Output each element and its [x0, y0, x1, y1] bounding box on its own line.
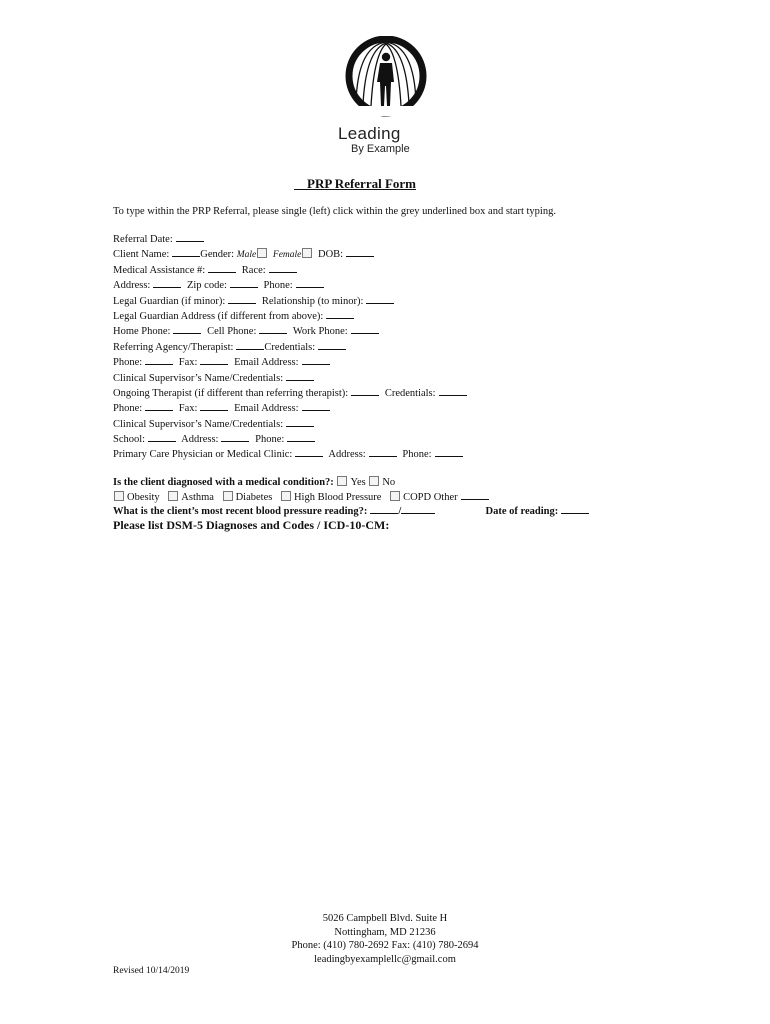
footer-address-line2: Nottingham, MD 21236: [334, 926, 436, 938]
therapist-credentials-label: Credentials:: [384, 387, 436, 399]
home-phone-label: Home Phone:: [113, 326, 171, 338]
male-checkbox[interactable]: [257, 248, 267, 258]
agency-phone-label: Phone:: [113, 357, 143, 369]
medical-question-label: Is the client diagnosed with a medical condition?:: [113, 477, 334, 488]
phone-field[interactable]: [296, 278, 324, 288]
work-phone-label: Work Phone:: [292, 326, 348, 338]
agency-phone-field[interactable]: [145, 355, 173, 365]
person-in-dome-icon: [338, 36, 434, 126]
agency-email-field[interactable]: [302, 355, 330, 365]
client-name-field[interactable]: [172, 247, 200, 257]
school-address-field[interactable]: [221, 432, 249, 442]
row-referring-agency: [113, 340, 713, 355]
male-label: Male: [236, 250, 257, 261]
gender-label: Gender:: [200, 249, 235, 261]
diabetes-checkbox[interactable]: [223, 491, 233, 501]
footer: [0, 912, 770, 966]
primary-care-phone-field[interactable]: [435, 447, 463, 457]
medical-assistance-field[interactable]: [208, 263, 236, 273]
agency-fax-label: Fax:: [178, 357, 198, 369]
zip-label: Zip code:: [186, 280, 227, 292]
dob-field[interactable]: [346, 247, 374, 257]
logo-tagline: By Example: [351, 143, 410, 155]
hbp-checkbox[interactable]: [281, 491, 291, 501]
row-agency-contact: [113, 355, 713, 370]
asthma-checkbox[interactable]: [168, 491, 178, 501]
primary-care-address-label: Address:: [328, 449, 366, 461]
logo-wordmark: Leading: [338, 124, 401, 143]
row-medical-question: [113, 476, 713, 490]
yes-checkbox[interactable]: [337, 476, 347, 486]
row-legal-guardian: [113, 294, 713, 309]
copd-other-field[interactable]: [461, 490, 489, 500]
copd-label: COPD Other: [403, 492, 458, 503]
clinical-supervisor-label: Clinical Supervisor’s Name/Credentials:: [113, 372, 284, 384]
bp-diastolic-field[interactable]: [401, 504, 435, 514]
primary-care-field[interactable]: [295, 447, 323, 457]
hbp-label: High Blood Pressure: [293, 492, 382, 503]
revised-date: Revised 10/14/2019: [113, 966, 190, 976]
referring-agency-field[interactable]: [236, 340, 264, 350]
school-address-label: Address:: [181, 434, 219, 446]
therapist-phone-field[interactable]: [145, 401, 173, 411]
row-school: [113, 432, 713, 447]
work-phone-field[interactable]: [351, 324, 379, 334]
referring-agency-label: Referring Agency/Therapist:: [113, 341, 234, 353]
obesity-checkbox[interactable]: [114, 491, 124, 501]
row-referral-date: [113, 232, 713, 247]
dsm-diagnoses-heading: Please list DSM-5 Diagnoses and Codes / ICD-10-CM:: [113, 518, 390, 532]
form-title: PRP Referral Form: [294, 176, 417, 191]
referral-date-label: Referral Date:: [113, 234, 173, 245]
female-checkbox[interactable]: [302, 248, 312, 258]
row-ongoing-therapist: [113, 386, 713, 401]
medical-section: [113, 476, 713, 518]
school-label: School:: [113, 434, 146, 446]
guardian-address-field[interactable]: [326, 309, 354, 319]
row-guardian-address: [113, 309, 713, 324]
legal-guardian-field[interactable]: [228, 294, 256, 304]
home-phone-field[interactable]: [173, 324, 201, 334]
obesity-label: Obesity: [127, 492, 160, 503]
primary-care-label: Primary Care Physician or Medical Clinic:: [113, 449, 293, 461]
therapist-fax-field[interactable]: [200, 401, 228, 411]
address-label: Address:: [113, 280, 151, 292]
race-label: Race:: [241, 264, 266, 276]
ongoing-therapist-label: Ongoing Therapist (if different than referring therapist):: [113, 387, 349, 399]
footer-email: leadingbyexamplellc@gmail.com: [314, 953, 456, 965]
agency-email-label: Email Address:: [234, 357, 299, 369]
row-phones: [113, 324, 713, 339]
therapist-email-label: Email Address:: [234, 403, 299, 415]
row-conditions: [113, 490, 713, 504]
row-medical-assistance: [113, 263, 713, 278]
no-label: No: [382, 477, 396, 488]
cell-phone-field[interactable]: [259, 324, 287, 334]
copd-checkbox[interactable]: [390, 491, 400, 501]
clinical-supervisor-2-field[interactable]: [286, 417, 314, 427]
school-field[interactable]: [148, 432, 176, 442]
agency-fax-field[interactable]: [200, 355, 228, 365]
no-checkbox[interactable]: [369, 476, 379, 486]
row-address: [113, 278, 713, 293]
row-therapist-contact: [113, 401, 713, 416]
female-label: Female: [272, 250, 302, 261]
footer-address-line1: 5026 Campbell Blvd. Suite H: [322, 913, 448, 924]
row-clinical-supervisor: [113, 371, 713, 386]
therapist-email-field[interactable]: [302, 401, 330, 411]
cell-phone-label: Cell Phone:: [207, 326, 257, 338]
race-field[interactable]: [269, 263, 297, 273]
yes-label: Yes: [350, 477, 366, 488]
referral-date-field[interactable]: [176, 232, 204, 242]
diabetes-label: Diabetes: [235, 492, 273, 503]
therapist-fax-label: Fax:: [178, 403, 198, 415]
zip-field[interactable]: [230, 278, 258, 288]
referral-fields: [113, 232, 713, 463]
legal-guardian-label: Legal Guardian (if minor):: [113, 295, 226, 307]
therapist-phone-label: Phone:: [113, 403, 143, 415]
bp-systolic-field[interactable]: [370, 504, 398, 514]
date-reading-label: Date of reading:: [485, 506, 559, 517]
relationship-label: Relationship (to minor):: [261, 295, 364, 307]
row-blood-pressure: [113, 504, 713, 518]
form-instructions: To type within the PRP Referral, please single (left) click within the grey underlined box and start typing.: [113, 206, 556, 217]
bp-question-label: What is the client’s most recent blood pressure reading?:: [113, 506, 368, 517]
clinical-supervisor-2-label: Clinical Supervisor’s Name/Credentials:: [113, 418, 284, 430]
address-field[interactable]: [153, 278, 181, 288]
client-name-label: Client Name:: [113, 249, 170, 261]
phone-label: Phone:: [263, 280, 293, 292]
credentials-label: Credentials:: [264, 341, 316, 353]
ongoing-therapist-field[interactable]: [351, 386, 379, 396]
row-primary-care: [113, 447, 713, 462]
relationship-field[interactable]: [366, 294, 394, 304]
date-reading-field[interactable]: [561, 504, 589, 514]
guardian-address-label: Legal Guardian Address (if different from above):: [113, 310, 324, 322]
school-phone-field[interactable]: [287, 432, 315, 442]
clinical-supervisor-field[interactable]: [286, 371, 314, 381]
bp-separator: /: [398, 506, 402, 517]
therapist-credentials-field[interactable]: [439, 386, 467, 396]
primary-care-address-field[interactable]: [369, 447, 397, 457]
footer-phones: Phone: (410) 780-2692 Fax: (410) 780-2694: [291, 940, 479, 951]
row-client: [113, 247, 713, 262]
row-clinical-supervisor-2: [113, 417, 713, 432]
dob-label: DOB:: [318, 249, 344, 261]
credentials-field[interactable]: [318, 340, 346, 350]
primary-care-phone-label: Phone:: [402, 449, 432, 461]
medical-assistance-label: Medical Assistance #:: [113, 264, 206, 276]
asthma-label: Asthma: [181, 492, 214, 503]
school-phone-label: Phone:: [255, 434, 285, 446]
